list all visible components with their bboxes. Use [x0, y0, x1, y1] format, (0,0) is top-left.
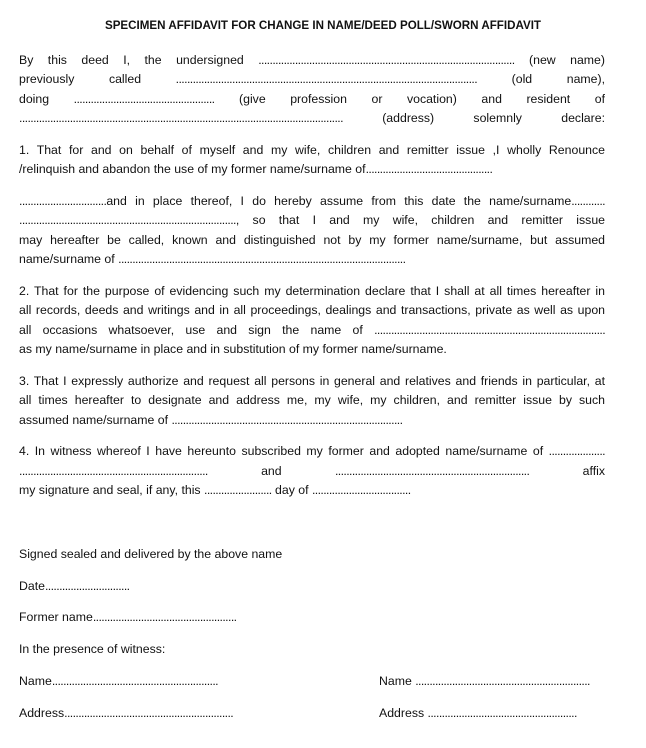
- p1-line-6: name/surname of ......................................................................................................: [19, 252, 406, 266]
- p4-line-2: ................................................................... and ..................................................................... affix: [19, 464, 605, 478]
- signed-sealed-line: Signed sealed and delivered by the above name: [19, 547, 283, 561]
- witness-name-left: Name...........................................................: [19, 674, 218, 688]
- blank-assumed-name-p3[interactable]: ..................................................................................: [171, 413, 403, 427]
- intro-line-1: By this deed I, the undersigned ........................................................................................... (new name): [19, 53, 605, 67]
- blank-adopted-name-p4[interactable]: .....................................................................: [334, 464, 530, 478]
- intro-line-2: previously called ........................................................................................................... (old name),: [19, 72, 605, 86]
- p4-line-1: 4. In witness whereof I have hereunto subscribed my former and adopted name/surname of ....................: [19, 444, 605, 458]
- p3-line-3: assumed name/surname of ..................................................................................: [19, 413, 403, 427]
- p4-line-3: my signature and seal, if any, this ........................ day of ...................................: [19, 483, 411, 497]
- blank-old-name[interactable]: ...........................................................................................................: [175, 72, 478, 86]
- p2-line-3: all occasions whatsoever, use and sign the name of ..................................................................................: [19, 323, 605, 337]
- blank-new-name[interactable]: ...........................................................................................: [258, 53, 515, 67]
- witness-address-left: Address............................................................: [19, 706, 234, 720]
- p3-line-1: 3. That I expressly authorize and request all persons in general and relatives and friends in particular, at: [19, 374, 605, 388]
- date-line: Date..............................: [19, 579, 130, 593]
- blank-former-name-p1[interactable]: .............................................: [365, 162, 493, 176]
- former-name-field[interactable]: ...................................................: [92, 610, 237, 624]
- blank-month[interactable]: ...................................: [311, 483, 411, 497]
- blank-p1-continued[interactable]: .............................................................................: [19, 213, 236, 227]
- p1-line-3: ...............................and in place thereof, I do hereby assume from this date the name/surname............: [19, 194, 605, 208]
- blank-assumed-surname-p1[interactable]: ......................................................................................................: [118, 252, 406, 266]
- p3-line-2: all times hereafter to designate and address me, my wife, my children, and remitter issue by such: [19, 393, 605, 407]
- former-name-line: Former name...................................................: [19, 610, 237, 624]
- witness-name-right: Name ..............................................................: [379, 674, 590, 688]
- witness-address-right-field[interactable]: .....................................................: [427, 706, 577, 720]
- p1-line-2: /relinquish and abandon the use of my former name/surname of.............................................: [19, 162, 493, 176]
- blank-p1-start[interactable]: ...............................: [19, 194, 107, 208]
- intro-line-4: ................................................................................................................... (address) solemnly declare:: [19, 111, 605, 125]
- blank-address[interactable]: ...................................................................................................................: [19, 111, 343, 125]
- witness-address-left-field[interactable]: ............................................................: [64, 706, 234, 720]
- p1-line-5: may hereafter be called, known and distinguished not by my former name/surname, but assumed: [19, 233, 605, 247]
- blank-sign-name[interactable]: ..................................................................................: [374, 323, 605, 337]
- witness-name-right-field[interactable]: ..............................................................: [415, 674, 590, 688]
- blank-profession[interactable]: ..................................................: [73, 92, 215, 106]
- p2-line-2: all records, deeds and writings and in all proceedings, dealings and transactions, private as well as upon: [19, 303, 605, 317]
- blank-witness-name[interactable]: ....................: [548, 444, 605, 458]
- p2-line-1: 2. That for the purpose of evidencing such my determination declare that I shall at all times hereafter in: [19, 284, 605, 298]
- date-field[interactable]: ..............................: [44, 579, 130, 593]
- p1-line-4: ............................................................................., so that I and my wife, children and remitter issue: [19, 213, 605, 227]
- blank-former-name-p4[interactable]: ...................................................................: [19, 464, 208, 478]
- witness-address-right: Address .....................................................: [379, 706, 577, 720]
- witness-presence-line: In the presence of witness:: [19, 642, 166, 656]
- intro-line-3: doing .................................................. (give profession or vocation) and resident of: [19, 92, 605, 106]
- p2-line-4: as my name/surname in place and in substitution of my former name/surname.: [19, 342, 447, 356]
- blank-assumed-name-p1[interactable]: ............: [571, 194, 605, 208]
- blank-day[interactable]: ........................: [204, 483, 272, 497]
- witness-name-left-field[interactable]: ...........................................................: [51, 674, 218, 688]
- p1-line-1: 1. That for and on behalf of myself and my wife, children and remitter issue ,I wholly Renounce: [19, 143, 605, 157]
- document-title: SPECIMEN AFFIDAVIT FOR CHANGE IN NAME/DEED POLL/SWORN AFFIDAVIT: [104, 19, 542, 32]
